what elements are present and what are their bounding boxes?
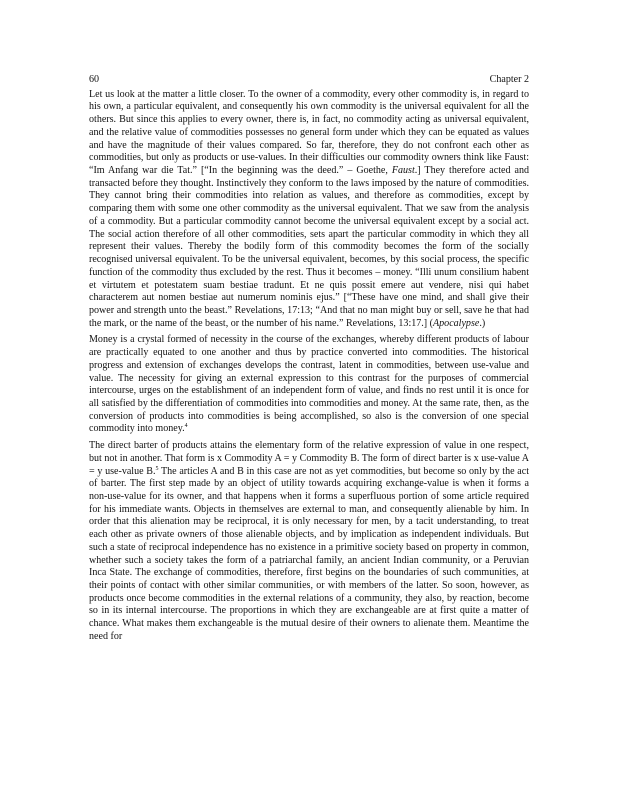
running-header — [89, 74, 529, 87]
body-paragraph: Money is a crystal formed of necessity in the course of the exchanges, whereby different products of labour are practically equated to one another and thus by practice converted into commodities. The historical progress and extension of exchanges develops the contrast, latent in commodities, between use-value and value. The necessity for giving an external expression to this contrast for the purposes of commercial intercourse, urges on the establishment of an independent form of value, and finds no rest until it is once for all satisfied by the differentiation of commodities into commodities and money. At the same rate, then, as the conversion of products into commodities is being accomplished, so also is the conversion of one special commodity into money.$^4$ — [89, 334, 529, 435]
document-page — [89, 74, 529, 644]
chapter-title: Chapter 2 — [489, 74, 529, 85]
footnote-ref[interactable]: 4 — [184, 423, 188, 430]
book-title-apocalypse: Apocalypse — [433, 317, 480, 329]
footnote-ref[interactable]: 5 — [155, 465, 159, 472]
book-title-faust: Faust — [391, 165, 415, 177]
body-paragraph: Let us look at the matter a little closer. To the owner of a commodity, every other commodity is, in regard to his own, a particular equivalent, and consequently his own commodity is the universal equivalent for all the others. But since this applies to every owner, there is, in fact, no commodity acting as universal equivalent, and the relative value of commodities possesses no general form under which they can be equated as values and have the magnitude of their values compared. So far, therefore, they do not confront each other as commodities, but only as products or use-values. In their difficulties our commodity owners think like Faust: “Im Anfang war die Tat.” [“In the beginning was the deed.” – Goethe, Faust.] They therefore acted and transacted before they thought. Instinctively they conform to the laws imposed by the nature of commodities. They cannot bring their commodities into relation as values, and therefore as commodities, except by comparing them with some one other commodity as the universal equivalent. That we saw from the analysis of a commodity. But a particular commodity cannot become the universal equivalent except by a social act. The social action therefore of all other commodities, sets apart the particular commodity in which they all represent their values. Thereby the bodily form of this commodity becomes the form of the socially recognised universal equivalent. To be the universal equivalent, becomes, by this social process, the specific function of the commodity thus excluded by the rest. Thus it becomes – money. “Illi unum consilium habent et virtutem et potestatem suam bestiae tradunt. Et ne quis possit emere aut vendere, nisi qui habet characterem aut nomen bestiae aut numerum nominis ejus.” [“These have one mind, and shall give their power and strength unto the beast.” Revelations, 17:13; “And that no man might buy or sell, save he that had the mark, or the name of the beast, or the number of his name.” Revelations, 13:17.] (Apocalypse.) — [89, 88, 529, 329]
page-number: 60 — [89, 74, 100, 85]
body-paragraph: The direct barter of products attains the elementary form of the relative expression of value in one respect, but not in another. That form is x Commodity A = y Commodity B. The form of direct barter is x use-value A = y use-value B.$^5$ The articles A and B in this case are not as yet commodities, but become so only by the act of barter. The first step made by an object of utility towards acquiring exchange-value is when it forms a non-use-value for its owner, and that happens when it forms a superfluous portion of some article required for his immediate wants. Objects in themselves are external to man, and consequently alienable by him. In order that this alienation may be reciprocal, it is only necessary for men, by a tacit understanding, to treat each other as private owners of those alienable objects, and by implication as independent individuals. But such a state of reciprocal independence has no existence in a primitive society based on property in common, whether such a society takes the form of a patriarchal family, an ancient Indian community, or a Peruvian Inca State. The exchange of commodities, therefore, first begins on the boundaries of such communities, at their points of contact with other similar communities, or with members of the latter. So soon, however, as products once become commodities in the external relations of a community, they also, by reaction, become so in its internal intercourse. The proportions in which they are exchangeable are at first quite a matter of chance. What makes them exchangeable is the mutual desire of their owners to alienate them. Meantime the need for — [89, 440, 529, 642]
